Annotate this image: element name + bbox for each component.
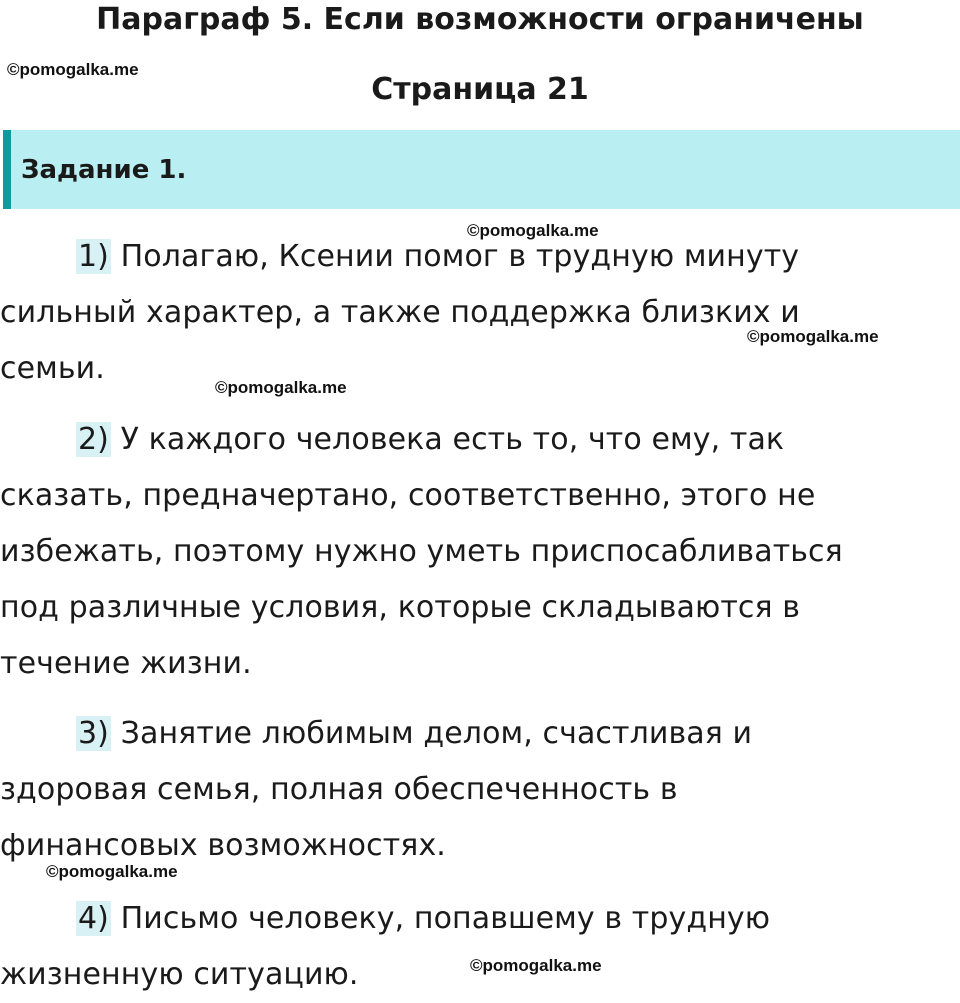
watermark: ©pomogalka.me (470, 956, 602, 975)
page-subtitle: Страница 21 (371, 72, 589, 107)
watermark: ©pomogalka.me (747, 327, 879, 346)
watermark: ©pomogalka.me (7, 60, 139, 79)
answer-1 (0, 229, 800, 397)
answer-line: избежать, поэтому нужно уметь приспосабливаться (0, 534, 843, 569)
task-header (3, 130, 960, 209)
watermark: ©pomogalka.me (46, 862, 178, 881)
answer-3 (0, 706, 752, 874)
answer-4 (0, 891, 770, 1003)
answer-2 (0, 412, 843, 692)
answer-number: 2) (78, 422, 109, 457)
task-label: Задание 1. (21, 154, 187, 185)
answer-line: сказать, предначертано, соответственно, этого не (0, 478, 816, 513)
answer-line: 2) У каждого человека есть то, что ему, так (78, 422, 785, 457)
answer-line: сильный характер, а также поддержка близких и (0, 295, 800, 330)
answer-line: под различные условия, которые складываются в (0, 590, 801, 625)
answer-line: 4) Письмо человеку, попавшему в трудную (78, 901, 771, 936)
answer-number: 1) (78, 239, 109, 274)
answer-line: течение жизни. (0, 646, 252, 681)
watermark: ©pomogalka.me (215, 378, 347, 397)
answer-line: жизненную ситуацию. (0, 957, 359, 992)
answer-line: 3) Занятие любимым делом, счастливая и (78, 716, 753, 751)
answer-line: семьи. (0, 351, 105, 386)
answer-number: 3) (78, 716, 109, 751)
answer-number: 4) (78, 901, 109, 936)
answer-line: 1) Полагаю, Ксении помог в трудную минуту (78, 239, 800, 274)
answer-line: здоровая семья, полная обеспеченность в (0, 772, 678, 807)
answer-line: финансовых возможностях. (0, 828, 446, 863)
watermark: ©pomogalka.me (467, 221, 599, 240)
page-title: Параграф 5. Если возможности ограничены (96, 2, 864, 37)
